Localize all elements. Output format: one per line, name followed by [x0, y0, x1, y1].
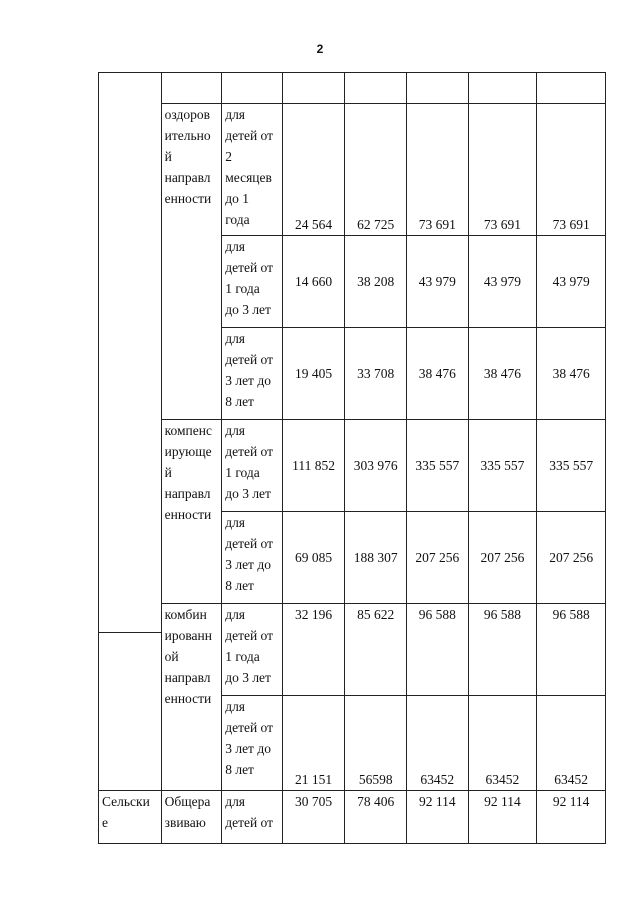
value-cell: 335 557: [468, 420, 537, 512]
header-cell: [407, 73, 469, 104]
header-cell: [537, 73, 606, 104]
value-cell: 92 114: [407, 791, 469, 844]
header-cell: [345, 73, 407, 104]
value-cell: 19 405: [282, 328, 345, 420]
value-cell: 69 085: [282, 512, 345, 604]
value-cell: 303 976: [345, 420, 407, 512]
table-row: [99, 420, 606, 512]
value-cell: 43 979: [407, 236, 469, 328]
header-cell: [282, 73, 345, 104]
value-cell: 207 256: [468, 512, 537, 604]
value-cell: 73 691: [468, 104, 537, 236]
category-cell: Общера звиваю: [161, 791, 222, 844]
category-cell: комбин ированн ой направл енности: [161, 604, 222, 791]
header-cell: [222, 73, 283, 104]
value-cell: 56598: [345, 696, 407, 791]
value-cell: 63452: [537, 696, 606, 791]
value-cell: 96 588: [468, 604, 537, 696]
value-cell: 188 307: [345, 512, 407, 604]
value-cell: 63452: [407, 696, 469, 791]
value-cell: 96 588: [407, 604, 469, 696]
value-cell: 96 588: [537, 604, 606, 696]
category-cell: компенс ирующе й направл енности: [161, 420, 222, 604]
value-cell: 207 256: [537, 512, 606, 604]
value-cell: 43 979: [468, 236, 537, 328]
area-cell: [99, 73, 162, 791]
area-cell: Сельски е: [99, 791, 162, 844]
age-group-cell: для детей от 1 года до 3 лет: [222, 236, 283, 328]
value-cell: 62 725: [345, 104, 407, 236]
age-group-cell: для детей от 1 года до 3 лет: [222, 604, 283, 696]
value-cell: 14 660: [282, 236, 345, 328]
value-cell: 38 476: [407, 328, 469, 420]
value-cell: 33 708: [345, 328, 407, 420]
age-group-cell: для детей от 1 года до 3 лет: [222, 420, 283, 512]
value-cell: 38 476: [468, 328, 537, 420]
value-cell: 335 557: [537, 420, 606, 512]
value-cell: 92 114: [537, 791, 606, 844]
value-cell: 207 256: [407, 512, 469, 604]
header-cell: [468, 73, 537, 104]
value-cell: 78 406: [345, 791, 407, 844]
value-cell: 38 476: [537, 328, 606, 420]
value-cell: 85 622: [345, 604, 407, 696]
value-cell: 73 691: [537, 104, 606, 236]
value-cell: 73 691: [407, 104, 469, 236]
value-cell: 30 705: [282, 791, 345, 844]
table-header-row: [99, 73, 606, 104]
table-row: [99, 604, 606, 696]
value-cell: 111 852: [282, 420, 345, 512]
category-cell: оздоров ительно й направл енности: [161, 104, 222, 420]
value-cell: 32 196: [282, 604, 345, 696]
table-row: [99, 791, 606, 844]
age-group-cell: для детей от 3 лет до 8 лет: [222, 696, 283, 791]
age-group-cell: для детей от 3 лет до 8 лет: [222, 328, 283, 420]
cost-table: [98, 72, 606, 844]
page-number: 2: [316, 42, 324, 56]
header-cell: [161, 73, 222, 104]
area-cell-divider: [99, 632, 161, 633]
value-cell: 38 208: [345, 236, 407, 328]
table-row: [99, 104, 606, 236]
age-group-cell: для детей от 2 месяцев до 1 года: [222, 104, 283, 236]
value-cell: 24 564: [282, 104, 345, 236]
value-cell: 335 557: [407, 420, 469, 512]
value-cell: 92 114: [468, 791, 537, 844]
value-cell: 43 979: [537, 236, 606, 328]
value-cell: 21 151: [282, 696, 345, 791]
age-group-cell: для детей от: [222, 791, 283, 844]
age-group-cell: для детей от 3 лет до 8 лет: [222, 512, 283, 604]
value-cell: 63452: [468, 696, 537, 791]
